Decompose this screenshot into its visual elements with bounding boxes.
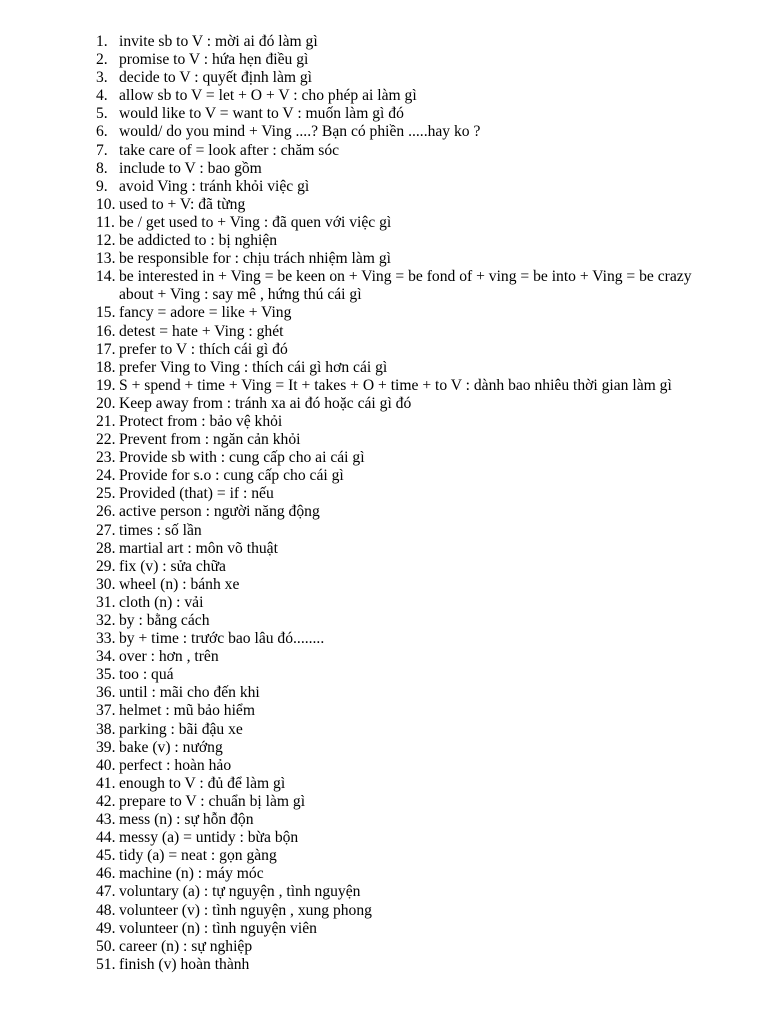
- item-number: 44.: [96, 829, 116, 847]
- list-item: [0, 123, 768, 141]
- item-number: 16.: [96, 322, 116, 340]
- item-text: active person : người năng động: [119, 503, 320, 521]
- item-text: used to + V: đã từng: [119, 195, 246, 213]
- item-text: bake (v) : nướng: [119, 738, 223, 756]
- list-item: [0, 793, 768, 811]
- item-text: would like to V = want to V : muốn làm gì đó: [119, 105, 404, 123]
- list-item: [0, 87, 768, 105]
- item-number: 26.: [96, 503, 116, 521]
- list-item: [0, 775, 768, 793]
- item-number: 32.: [96, 612, 116, 629]
- list-item: [0, 33, 768, 51]
- list-item: [0, 540, 768, 558]
- item-number: 8.: [96, 159, 108, 177]
- list-item: [0, 920, 768, 938]
- list-item: [0, 666, 768, 684]
- list-item: [0, 341, 768, 359]
- item-text: over : hơn , trên: [119, 648, 219, 666]
- item-number: 18.: [96, 358, 116, 376]
- item-text: mess (n) : sự hỗn độn: [119, 811, 254, 829]
- item-number: 34.: [96, 648, 116, 666]
- item-text: enough to V : đủ để làm gì: [119, 774, 286, 792]
- item-number: 12.: [96, 232, 116, 250]
- item-text: promise to V : hứa hẹn điều gì: [119, 51, 309, 69]
- item-text: until : mãi cho đến khi: [119, 684, 260, 702]
- item-text: Keep away from : tránh xa ai đó hoặc cái gì đó: [119, 394, 412, 412]
- item-text: detest = hate + Ving : ghét: [119, 322, 284, 340]
- item-number: 31.: [96, 593, 116, 611]
- item-text: too : quá: [119, 666, 174, 684]
- item-text: helmet : mũ bảo hiểm: [119, 702, 255, 720]
- list-item: [0, 359, 768, 377]
- item-number: 50.: [96, 937, 116, 955]
- item-number: 15.: [96, 304, 116, 322]
- item-text: prefer Ving to Ving : thích cái gì hơn cái gì: [119, 358, 388, 376]
- item-text: Provide sb with : cung cấp cho ai cái gì: [119, 449, 365, 467]
- item-number: 11.: [96, 213, 115, 231]
- item-text: by + time : trước bao lâu đó........: [119, 630, 325, 648]
- item-number: 29.: [96, 557, 116, 575]
- list-item: [0, 684, 768, 702]
- list-item: [0, 630, 768, 648]
- list-item: [0, 739, 768, 757]
- list-item: [0, 196, 768, 214]
- list-item: [0, 467, 768, 485]
- item-text: wheel (n) : bánh xe: [119, 575, 240, 593]
- list-item: [0, 178, 768, 196]
- list-item: [0, 232, 768, 250]
- item-number: 40.: [96, 756, 116, 774]
- list-item: [0, 558, 768, 576]
- item-text: fancy = adore = like + Ving: [119, 304, 292, 322]
- item-text: perfect : hoàn hảo: [119, 756, 232, 774]
- item-text: parking : bãi đậu xe: [119, 720, 243, 738]
- item-number: 37.: [96, 702, 116, 720]
- item-number: 49.: [96, 919, 116, 937]
- item-text: voluntary (a) : tự nguyện , tình nguyện: [119, 883, 361, 901]
- item-number: 10.: [96, 195, 116, 213]
- item-text: Provide for s.o : cung cấp cho cái gì: [119, 467, 344, 485]
- item-text: would/ do you mind + Ving ....? Bạn có phiền .....hay ko ?: [119, 123, 481, 141]
- list-item: [0, 377, 768, 395]
- item-number: 3.: [96, 69, 108, 87]
- list-item: [0, 902, 768, 920]
- list-item: [0, 522, 768, 540]
- item-text: prepare to V : chuẩn bị làm gì: [119, 792, 306, 810]
- item-text: S + spend + time + Ving = It + takes + O + time + to V : dành bao nhiêu thời gian làm gì: [119, 376, 672, 394]
- list-item: [0, 268, 768, 304]
- item-text: prefer to V : thích cái gì đó: [119, 340, 288, 358]
- item-number: 39.: [96, 738, 116, 756]
- item-text: machine (n) : máy móc: [119, 865, 264, 883]
- list-item: [0, 594, 768, 612]
- item-text: decide to V : quyết định làm gì: [119, 69, 313, 87]
- item-text: take care of = look after : chăm sóc: [119, 141, 340, 159]
- item-number: 24.: [96, 467, 116, 485]
- item-number: 43.: [96, 811, 116, 829]
- list-item: [0, 576, 768, 594]
- item-text: finish (v) hoàn thành: [119, 955, 250, 973]
- list-item: [0, 503, 768, 521]
- list-item: [0, 142, 768, 160]
- item-text: avoid Ving : tránh khỏi việc gì: [119, 177, 310, 195]
- item-text: career (n) : sự nghiệp: [119, 937, 253, 955]
- list-item: [0, 304, 768, 322]
- item-number: 45.: [96, 847, 116, 865]
- item-number: 48.: [96, 901, 116, 919]
- item-text: cloth (n) : vải: [119, 593, 204, 611]
- item-text: Provided (that) = if : nếu: [119, 485, 274, 503]
- item-number: 33.: [96, 630, 116, 648]
- item-number: 6.: [96, 123, 108, 141]
- item-number: 21.: [96, 412, 116, 430]
- item-text: allow sb to V = let + O + V : cho phép ai làm gì: [119, 87, 417, 105]
- item-text: messy (a) = untidy : bừa bộn: [119, 829, 299, 847]
- item-number: 13.: [96, 250, 116, 268]
- item-number: 35.: [96, 666, 116, 684]
- list-item: [0, 449, 768, 467]
- list-item: [0, 883, 768, 901]
- item-text: be addicted to : bị nghiện: [119, 232, 278, 250]
- list-item: [0, 160, 768, 178]
- list-item: [0, 323, 768, 341]
- list-item: [0, 956, 768, 974]
- item-number: 2.: [96, 51, 108, 69]
- list-item: [0, 811, 768, 829]
- item-number: 36.: [96, 684, 116, 702]
- item-number: 38.: [96, 720, 116, 738]
- item-text: include to V : bao gồm: [119, 159, 262, 177]
- list-item: [0, 413, 768, 431]
- list-item: [0, 829, 768, 847]
- item-number: 42.: [96, 792, 116, 810]
- item-text: times : số lần: [119, 521, 202, 539]
- list-item: [0, 431, 768, 449]
- item-text: be interested in + Ving = be keen on + Ving = be fond of + ving = be into + Ving = be crazy about + Ving : say mê , hứng thú cái gì: [119, 268, 692, 304]
- item-text: volunteer (v) : tình nguyện , xung phong: [119, 901, 372, 919]
- item-number: 28.: [96, 539, 116, 557]
- list-item: [0, 214, 768, 232]
- list-item: [0, 757, 768, 775]
- item-number: 19.: [96, 376, 116, 394]
- list-item: [0, 250, 768, 268]
- list-item: [0, 395, 768, 413]
- list-item: [0, 648, 768, 666]
- list-item: [0, 51, 768, 69]
- item-text: Protect from : bảo vệ khỏi: [119, 412, 283, 430]
- item-number: 46.: [96, 865, 116, 883]
- item-number: 4.: [96, 87, 108, 105]
- item-number: 20.: [96, 394, 116, 412]
- item-number: 7.: [96, 141, 108, 159]
- list-item: [0, 702, 768, 720]
- item-number: 41.: [96, 774, 116, 792]
- item-number: 5.: [96, 105, 108, 123]
- list-item: [0, 485, 768, 503]
- item-text: by : bằng cách: [119, 612, 210, 629]
- item-number: 27.: [96, 521, 116, 539]
- item-number: 51.: [96, 955, 116, 973]
- item-text: be responsible for : chịu trách nhiệm làm gì: [119, 250, 391, 268]
- item-number: 30.: [96, 575, 116, 593]
- list-item: [0, 612, 768, 630]
- list-item: [0, 721, 768, 739]
- item-number: 17.: [96, 340, 116, 358]
- list-item: [0, 105, 768, 123]
- item-number: 47.: [96, 883, 116, 901]
- item-text: tidy (a) = neat : gọn gàng: [119, 847, 277, 865]
- vocabulary-list: [0, 33, 768, 974]
- item-text: Prevent from : ngăn cản khỏi: [119, 431, 301, 449]
- item-text: martial art : môn võ thuật: [119, 539, 278, 557]
- item-number: 1.: [96, 33, 108, 50]
- item-number: 14.: [96, 268, 116, 286]
- item-text: fix (v) : sửa chữa: [119, 557, 226, 575]
- item-text: be / get used to + Ving : đã quen với việc gì: [119, 213, 392, 231]
- list-item: [0, 69, 768, 87]
- item-number: 23.: [96, 449, 116, 467]
- item-number: 22.: [96, 431, 116, 449]
- list-item: [0, 865, 768, 883]
- item-text: invite sb to V : mời ai đó làm gì: [119, 33, 318, 50]
- list-item: [0, 938, 768, 956]
- item-number: 25.: [96, 485, 116, 503]
- item-text: volunteer (n) : tình nguyện viên: [119, 919, 317, 937]
- item-number: 9.: [96, 177, 108, 195]
- list-item: [0, 847, 768, 865]
